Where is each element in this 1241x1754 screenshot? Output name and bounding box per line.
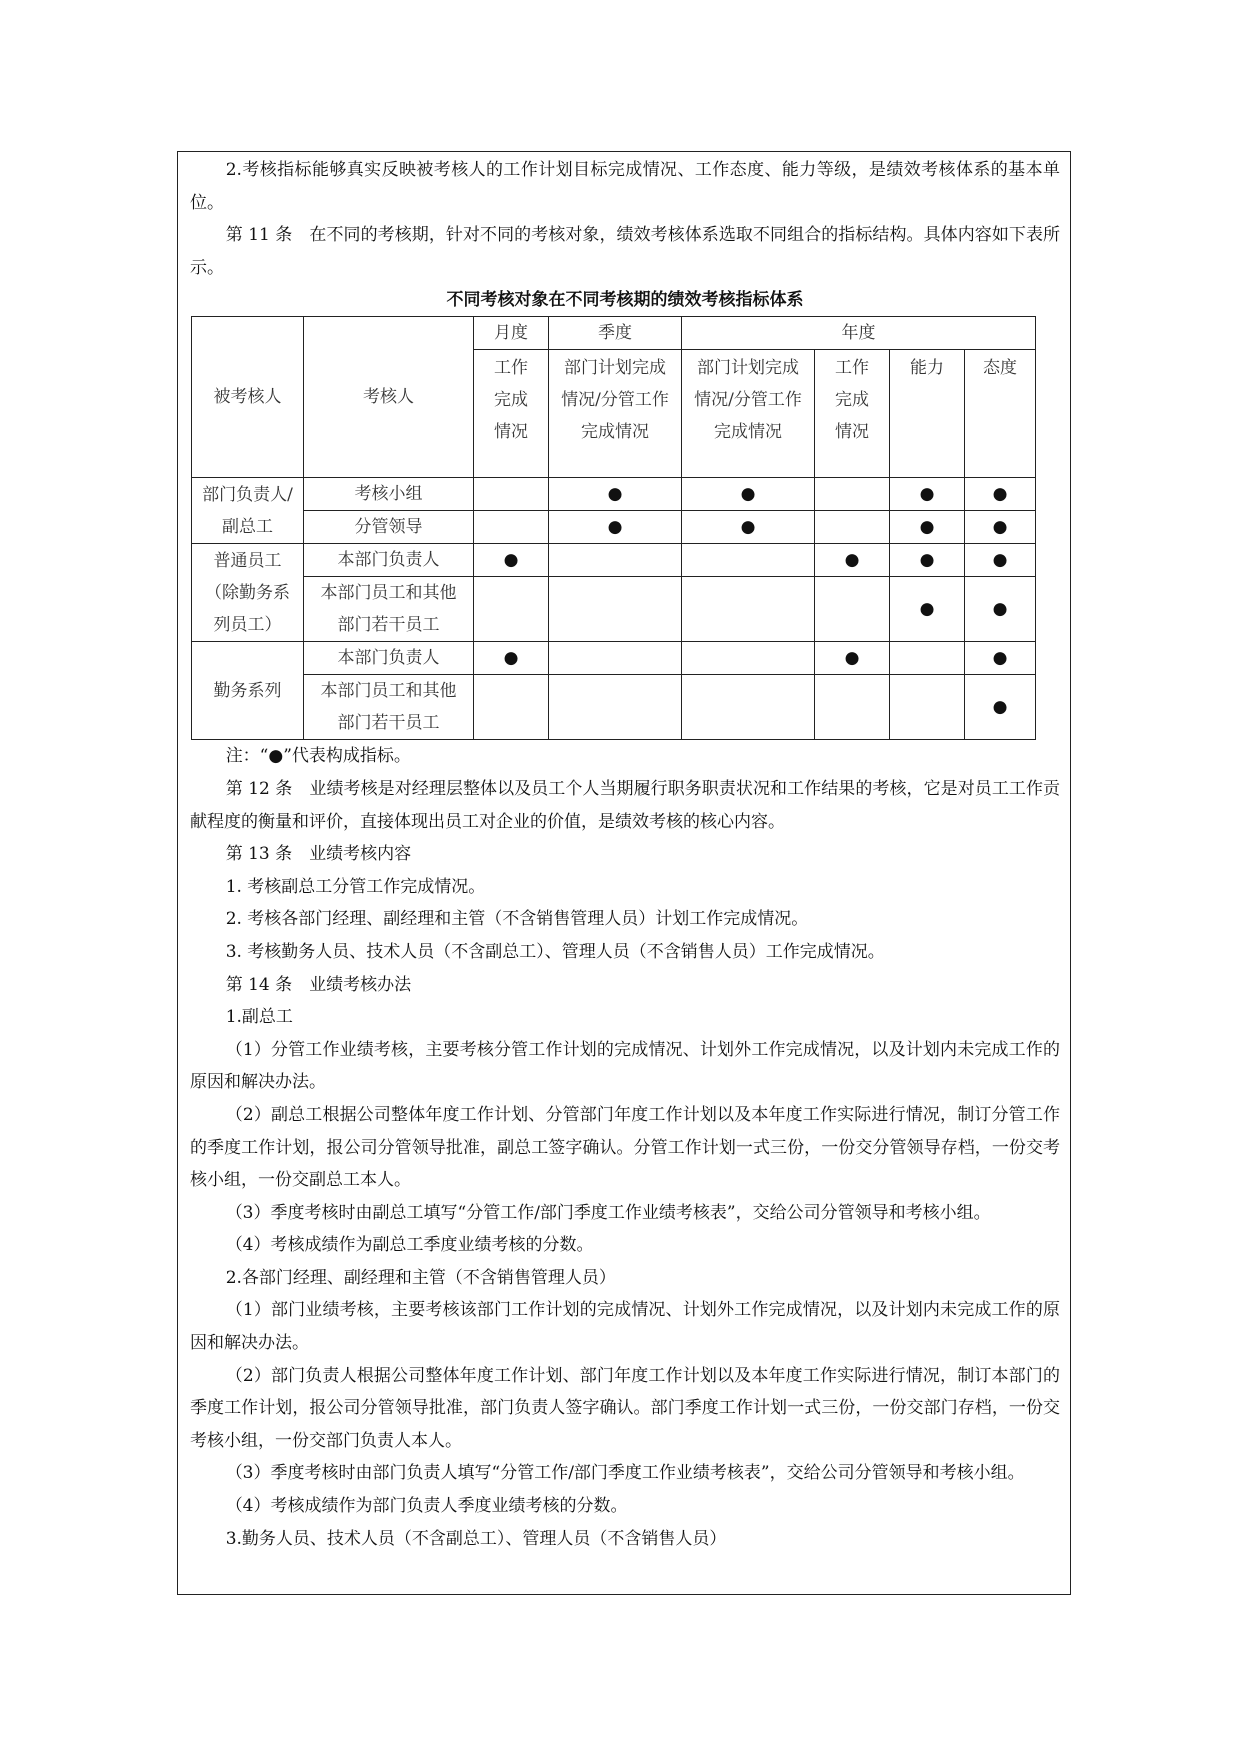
indicator-cell: [890, 511, 965, 544]
paragraph: 3.勤务人员、技术人员（不含副总工）、管理人员（不含销售人员）: [225, 1528, 727, 1549]
evaluatee-cell: 勤务系列: [192, 642, 304, 740]
indicator-mark: ●: [844, 550, 860, 571]
indicator-mark: ●: [607, 484, 623, 505]
evaluator-cell: 本部门员工和其他部门若干员工: [304, 577, 474, 642]
indicator-cell: [474, 544, 549, 577]
paragraphs-after: [190, 740, 1060, 1555]
indicator-mark: ●: [992, 517, 1008, 538]
indicator-cell: [549, 511, 682, 544]
evaluatee-cell: 普通员工（除勤务系列员工）: [192, 544, 304, 642]
paragraph: 2. 考核各部门经理、副经理和主管（不含销售管理人员）计划工作完成情况。: [225, 909, 809, 930]
paragraph: 2.各部门经理、副经理和主管（不含销售管理人员）: [225, 1267, 616, 1288]
header-month: 月度: [474, 317, 549, 350]
indicator-cell: [965, 478, 1036, 511]
paragraph: 第 13 条 业绩考核内容: [225, 844, 412, 865]
indicator-table: [191, 316, 1036, 740]
table-row: [192, 577, 1036, 642]
indicator-cell: [682, 478, 815, 511]
indicator-cell: [965, 511, 1036, 544]
paragraph: （1）部门业绩考核，主要考核该部门工作计划的完成情况、计划外工作完成情况，以及计划内未完成工作的原因和解决办法。: [190, 1300, 1060, 1354]
paragraph: 第 14 条 业绩考核办法: [225, 974, 412, 995]
indicator-cell: [890, 577, 965, 642]
indicator-cell: [474, 642, 549, 675]
table-row: [192, 511, 1036, 544]
indicator-cell: [815, 642, 890, 675]
paragraph: （2）部门负责人根据公司整体年度工作计划、部门年度工作计划以及本年度工作实际进行情况，制订本部门的季度工作计划，报公司分管领导批准，部门负责人签字确认。部门季度工作计划一式三份，一份交部门存档，一份交考核小组，一份交部门负责人本人。: [190, 1365, 1060, 1451]
header-row-periods: [192, 317, 1036, 350]
table-note: 注：“●”代表构成指标。: [225, 746, 411, 767]
header-year-attitude: 态度: [965, 350, 1036, 478]
table-row: [192, 675, 1036, 740]
indicator-cell: [549, 577, 682, 642]
evaluator-cell: 本部门负责人: [304, 642, 474, 675]
paragraph: 第 11 条 在不同的考核期，针对不同的考核对象，绩效考核体系选取不同组合的指标结构。具体内容如下表所示。: [190, 225, 1060, 278]
indicator-cell: [549, 544, 682, 577]
indicator-cell: [965, 544, 1036, 577]
table-title: 不同考核对象在不同考核期的绩效考核指标体系: [446, 290, 804, 311]
indicator-mark: ●: [919, 484, 935, 505]
indicator-mark: ●: [607, 517, 623, 538]
paragraph: （2）副总工根据公司整体年度工作计划、分管部门年度工作计划以及本年度工作实际进行情况，制订分管工作的季度工作计划，报公司分管领导批准，副总工签字确认。分管工作计划一式三份，一份交分管领导存档，一份交考核小组，一份交副总工本人。: [190, 1104, 1060, 1191]
indicator-cell: [474, 675, 549, 740]
indicator-mark: ●: [992, 550, 1008, 571]
indicator-cell: [549, 642, 682, 675]
indicator-cell: [815, 511, 890, 544]
header-evaluator: 考核人: [304, 317, 474, 478]
indicator-cell: [815, 478, 890, 511]
header-quarter: 季度: [549, 317, 682, 350]
table-body: [192, 478, 1036, 740]
indicator-cell: [890, 478, 965, 511]
paragraph: 1.副总工: [225, 1007, 293, 1028]
table-row: [192, 642, 1036, 675]
header-year: 年度: [682, 317, 1036, 350]
indicator-cell: [682, 511, 815, 544]
paragraph: 1. 考核副总工分管工作完成情况。: [225, 876, 486, 897]
header-year-ability: 能力: [890, 350, 965, 478]
indicator-cell: [890, 642, 965, 675]
table-row: [192, 544, 1036, 577]
indicator-cell: [474, 511, 549, 544]
document-frame: [177, 151, 1071, 1595]
paragraph: （1）分管工作业绩考核，主要考核分管工作计划的完成情况、计划外工作完成情况，以及计划内未完成工作的原因和解决办法。: [190, 1039, 1060, 1093]
indicator-mark: ●: [740, 517, 756, 538]
indicator-cell: [682, 544, 815, 577]
evaluatee-cell: 部门负责人/副总工: [192, 478, 304, 544]
indicator-mark: ●: [919, 599, 935, 620]
indicator-mark: ●: [992, 697, 1008, 718]
header-quarter-dept: 部门计划完成情况/分管工作完成情况: [549, 350, 682, 478]
paragraph: 第 12 条 业绩考核是对经理层整体以及员工个人当期履行职务职责状况和工作结果的考核，它是对员工工作贡献程度的衡量和评价，直接体现出员工对企业的价值，是绩效考核的核心内容。: [190, 778, 1060, 832]
indicator-cell: [965, 675, 1036, 740]
paragraph: （4）考核成绩作为部门负责人季度业绩考核的分数。: [225, 1496, 628, 1517]
evaluator-cell: 本部门负责人: [304, 544, 474, 577]
header-year-dept: 部门计划完成情况/分管工作完成情况: [682, 350, 815, 478]
indicator-mark: ●: [503, 550, 519, 571]
indicator-cell: [682, 675, 815, 740]
indicator-cell: [815, 544, 890, 577]
indicator-cell: [682, 577, 815, 642]
indicator-cell: [890, 544, 965, 577]
indicator-mark: ●: [919, 517, 935, 538]
paragraph: 3. 考核勤务人员、技术人员（不含副总工）、管理人员（不含销售人员）工作完成情况。: [225, 941, 885, 962]
table-row: [192, 478, 1036, 511]
evaluator-cell: 分管领导: [304, 511, 474, 544]
indicator-cell: [549, 675, 682, 740]
indicator-mark: ●: [919, 550, 935, 571]
paragraph: （3）季度考核时由部门负责人填写“分管工作/部门季度工作业绩考核表”，交给公司分管领导和考核小组。: [225, 1463, 1025, 1484]
header-year-work: 工作完成情况: [815, 350, 890, 478]
indicator-cell: [549, 478, 682, 511]
indicator-cell: [890, 675, 965, 740]
evaluator-cell: 本部门员工和其他部门若干员工: [304, 675, 474, 740]
indicator-mark: ●: [740, 484, 756, 505]
indicator-cell: [965, 577, 1036, 642]
paragraph: （4）考核成绩作为副总工季度业绩考核的分数。: [225, 1235, 594, 1256]
indicator-cell: [474, 478, 549, 511]
indicator-mark: ●: [992, 599, 1008, 620]
indicator-mark: ●: [992, 484, 1008, 505]
indicator-cell: [815, 577, 890, 642]
header-month-work: 工作完成情况: [474, 350, 549, 478]
indicator-cell: [815, 675, 890, 740]
paragraph: （3）季度考核时由副总工填写“分管工作/部门季度工作业绩考核表”，交给公司分管领导和考核小组。: [225, 1202, 991, 1223]
paragraph: 2.考核指标能够真实反映被考核人的工作计划目标完成情况、工作态度、能力等级，是绩效考核体系的基本单位。: [190, 160, 1060, 213]
indicator-cell: [474, 577, 549, 642]
indicator-cell: [682, 642, 815, 675]
indicator-cell: [965, 642, 1036, 675]
indicator-mark: ●: [992, 648, 1008, 669]
evaluator-cell: 考核小组: [304, 478, 474, 511]
indicator-mark: ●: [503, 648, 519, 669]
header-evaluatee: 被考核人: [192, 317, 304, 478]
indicator-mark: ●: [844, 648, 860, 669]
